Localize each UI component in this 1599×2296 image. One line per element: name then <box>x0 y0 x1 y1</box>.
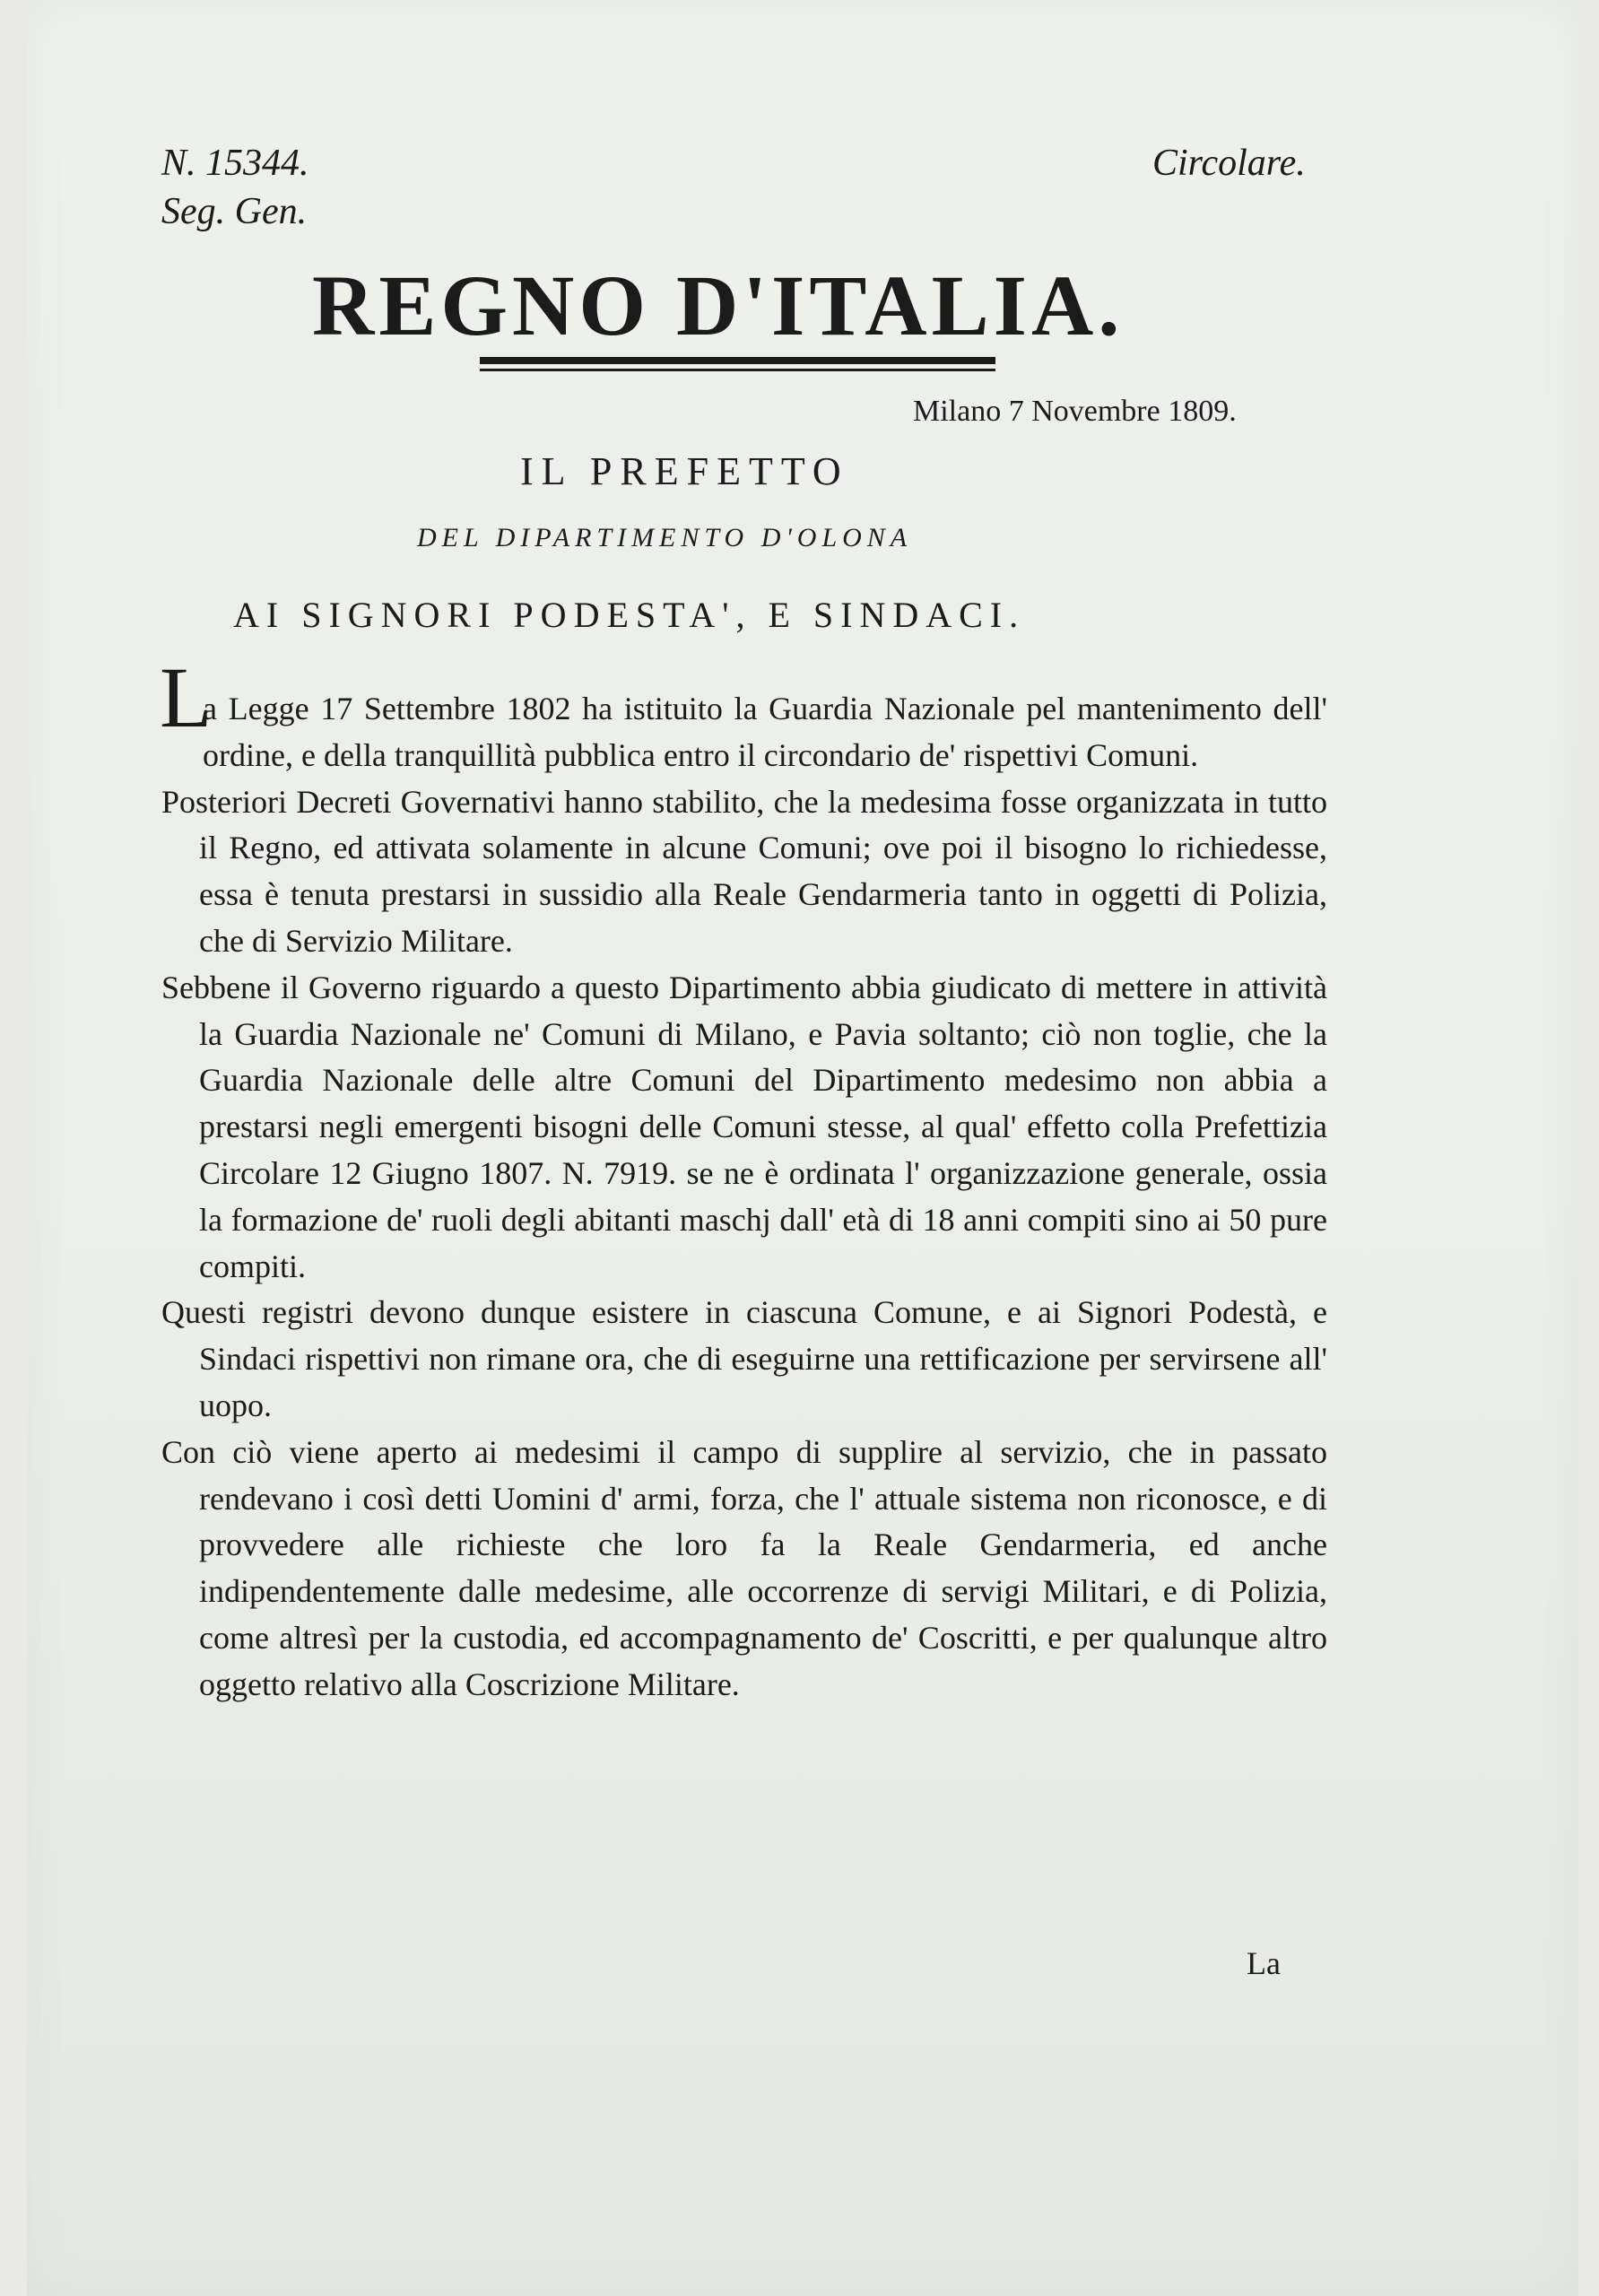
catchword: La <box>1247 1945 1281 1981</box>
date-line: Milano 7 Novembre 1809. <box>913 395 1237 428</box>
document-type: Circolare. <box>1152 143 1306 184</box>
paragraph-2: Posteriori Decreti Governativi hanno stabilito, che la medesima fosse organizzata in tutto il Regno, ed attivata solamente in alcune Comuni; ove poi il bisogno lo richiedesse, essa è tenuta prestarsi in sussidio alla Reale Gendarmeria tanto in oggetti di Polizia, che di Servizio Militare. <box>161 783 1327 959</box>
addressees-line: AI SIGNORI PODESTA', E SINDACI. <box>233 595 1026 635</box>
kingdom-title: REGNO D'ITALIA. <box>312 257 1125 353</box>
prefect-title: IL PREFETTO <box>520 449 849 493</box>
department-line: DEL DIPARTIMENTO D'OLONA <box>417 523 913 552</box>
drop-cap: L <box>160 649 213 745</box>
reference-number: N. 15344. <box>161 143 309 184</box>
body-text <box>161 686 1327 1709</box>
title-double-rule <box>480 357 995 373</box>
document-page <box>27 0 1578 2296</box>
reference-department: Seg. Gen. <box>161 191 308 232</box>
paragraph-4: Questi registri devono dunque esistere in ciascuna Comune, e ai Signori Podestà, e Sindaci rispettivi non rimane ora, che di eseguirne una rettificazione per servirsene all' uopo. <box>161 1294 1327 1423</box>
paragraph-3: Sebbene il Governo riguardo a questo Dipartimento abbia giudicato di mettere in attività la Guardia Nazionale ne' Comuni di Milano, e Pavia soltanto; ciò non toglie, che la Guardia Nazionale delle altre Comuni del Dipartimento medesimo non abbia a prestarsi negli emergenti bisogni delle Comuni stesse, al qual' effetto colla Prefettizia Circolare 12 Giugno 1807. N. 7919. se ne è ordinata l' organizzazione generale, ossia la formazione de' ruoli degli abitanti maschj dall' età di 18 anni compiti sino ai 50 pure compiti. <box>161 969 1327 1284</box>
paragraph-5: Con ciò viene aperto ai medesimi il campo di supplire al servizio, che in passato rendevano i così detti Uomini d' armi, forza, che l' attuale sistema non riconosce, e di provvedere alle richieste che loro fa la Reale Gendarmeria, ed anche indipendentemente dalle medesime, alle occorrenze di servigi Militari, e di Polizia, come altresì per la custodia, ed accompagnamento de' Coscritti, e per qualunque altro oggetto relativo alla Coscrizione Militare. <box>161 1433 1327 1702</box>
paragraph-1: a Legge 17 Settembre 1802 ha istituito la Guardia Nazionale pel mantenimento dell' ordine, e della tranquillità pubblica entro il circondario de' rispettivi Comuni. <box>203 691 1327 773</box>
